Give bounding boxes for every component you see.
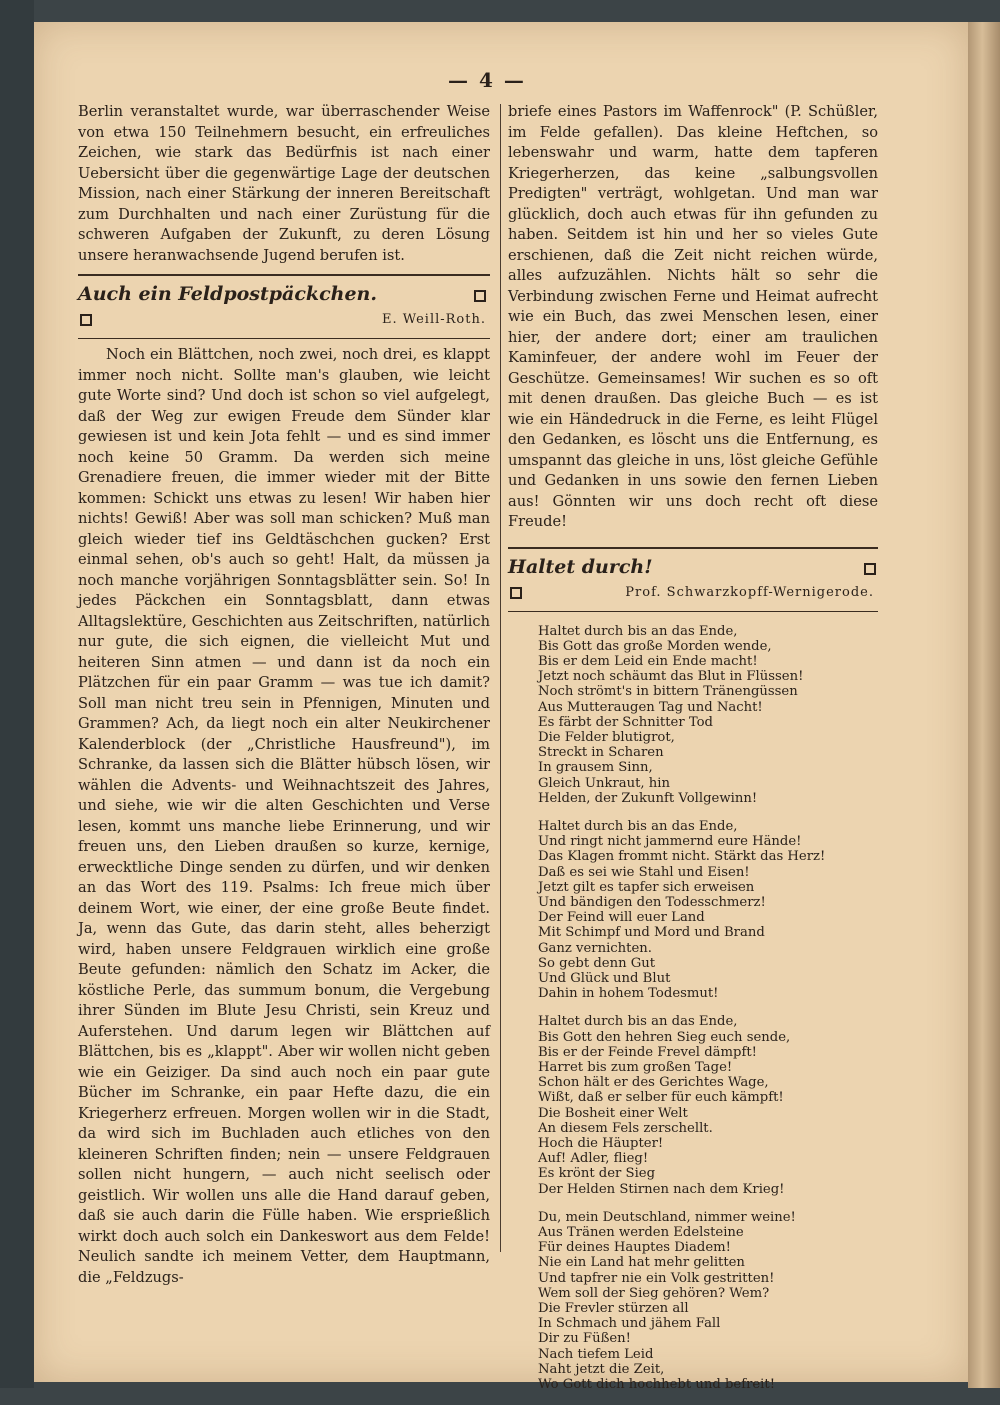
poem-line: Gleich Unkraut, hin xyxy=(538,775,670,791)
poem-line: Das Klagen frommt nicht. Stärkt das Herz! xyxy=(538,849,826,865)
poem-line: Hoch die Häupter! xyxy=(538,1136,664,1151)
ornament-box-icon xyxy=(510,587,522,599)
poem-line: Es färbt der Schnitter Tod xyxy=(538,714,713,730)
poem-stanza xyxy=(538,1210,878,1392)
page-number: — 4 — xyxy=(448,68,526,92)
poem-stanza xyxy=(538,1014,878,1196)
poem-line: Mit Schimpf und Mord und Brand xyxy=(538,925,765,941)
poem-line: Wo Gott dich hochhebt und befreit! xyxy=(538,1377,776,1393)
poem-line: Streckt in Scharen xyxy=(538,745,664,761)
poem-line: Bis Gott den hehren Sieg euch sende, xyxy=(538,1029,791,1045)
poem-line: Wißt, daß er selber für euch kämpft! xyxy=(538,1090,784,1106)
poem-line: Und tapfrer nie ein Volk gestritten! xyxy=(538,1270,775,1286)
article-body-right: briefe eines Pastors im Waffenrock" (P. Schüßler, im Felde gefallen). Das kleine Heftchen, so lebenswahr und warm, hatte dem tapferen Kriegerherzen, das keine „salbungsvollen Predigten" verträgt, wohlgetan. Und man war glücklich, doch auch etwas für ihn gefunden zu haben. Seitdem ist hin und her so vieles Gute erschienen, daß die Zeit nicht reichen würde, alles aufzuzählen. Nichts hält so sehr die Verbindung zwischen Ferne und Heimat aufrecht wie ein Buch, das zwei Menschen lesen, einer hier, der andere dort; einer am traulichen Kaminfeuer, der andere wohl im Feuer der Geschütze. Gemeinsames! Wir suchen es so oft mit denen draußen. Das gleiche Buch — es ist wie ein Händedruck in die Ferne, es leiht Flügel den Gedanken, es löscht uns die Entfernung, es umspannt das gleiche in uns, löst gleiche Gefühle und Gedanken in uns sowie den fernen Lieben aus! Gönnten wir uns doch recht oft diese Freude! xyxy=(508,103,878,530)
poem-line: Naht jetzt die Zeit, xyxy=(538,1361,665,1377)
ornament-box-icon xyxy=(80,314,92,326)
binding-board xyxy=(0,0,34,1388)
article-title: Auch ein Feldpostpäckchen. xyxy=(78,283,377,305)
poem-line: Der Helden Stirnen nach dem Krieg! xyxy=(538,1181,785,1197)
poem-line: Für deines Hauptes Diadem! xyxy=(538,1240,731,1256)
poem-line: Jetzt gilt es tapfer sich erweisen xyxy=(538,879,755,895)
column-divider xyxy=(500,104,501,1252)
poem-line: Bis er der Feinde Frevel dämpft! xyxy=(538,1044,757,1060)
poem-line: Es krönt der Sieg xyxy=(538,1166,656,1182)
left-column xyxy=(78,102,490,1288)
poem-heading xyxy=(508,555,878,581)
poem-author: Prof. Schwarzkopff-Wernigerode. xyxy=(625,584,874,600)
poem-line: Jetzt noch schäumt das Blut in Flüssen! xyxy=(538,669,804,685)
poem-byline xyxy=(508,581,878,603)
ornament-box-icon xyxy=(864,563,876,575)
poem-line: Die Frevler stürzen all xyxy=(538,1301,689,1317)
poem-line: Dir zu Füßen! xyxy=(538,1331,631,1347)
poem-line: Bis Gott das große Morden wende, xyxy=(538,638,772,654)
article-author: E. Weill-Roth. xyxy=(382,312,486,327)
poem-text xyxy=(538,624,878,1393)
poem-line: Wem soll der Sieg gehören? Wem? xyxy=(538,1285,770,1301)
article-body-left: Noch ein Blättchen, noch zwei, noch drei, es klappt immer noch nicht. Sollte man's glauben, wie leicht gute Worte sind? Und doch ist schon so viel aufgelegt, daß der Weg zur ewigen Freude dem Sünder klar gewiesen ist und kein Jota fehlt — und es sind immer noch keine 50 Gramm. Da werden sich meine Grenadiere freuen, die immer wieder mit der Bitte kommen: Schickt uns etwas zu lesen! Wir haben hier nichts! Gewiß! Aber was soll man schicken? Muß man gleich wieder tief ins Geldtäschchen gucken? Erst einmal sehen, ob's auch so geht! Halt, da müssen ja noch manche vorjährigen Sonntagsblätter sein. So! In jedes Päckchen ein Sonntagsblatt, dann etwas Alltagslektüre, Geschichten aus Zeitschriften, natürlich nur gute, die sich eignen, die vielleicht Mut und heiteren Sinn atmen — und dann ist da noch ein Plätzchen für ein paar Gramm — was tue ich damit? Soll man nicht treu sein in Pfennigen, Minuten und Grammen? Ach, da liegt noch ein alter Neukirchener Kalenderblock (der „Christliche Hausfreund"), im Schranke, da lassen sich die Blätter hübsch lösen, wir wählen die Advents- und Weihnachtszeit des Jahres, und siehe, wie wir die alten Geschichten und Verse lesen, kommt uns manche liebe Erinnerung, und wir freuen uns, den Lieben draußen so kurze, kernige, erwecktliche Dinge senden zu dürfen, und wir denken an das Wort des 119. Psalms: Ich freue mich über deinem Wort, wie einer, der eine große Beute findet. Ja, wenn das Gute, das darin steht, alles beherzigt wird, haben unsere Feldgrauen wirklich eine große Beute gefunden: nämlich den Schatz im Acker, die köstliche Perle, das summum bonum, die Vergebung ihrer Sünden im Blute Jesu Christi, sein Kreuz und Auferstehen. Und darum legen wir Blättchen auf Blättchen, bis es „klappt". Aber wir wollen nicht geben wie ein Geiziger. Da sind auch noch ein paar gute Bücher im Schranke, ein paar Hefte dazu, die ein Kriegerherz erfreuen. Morgen wollen wir in die Stadt, da wird sich im Buchladen auch etliches von den kleineren Schriften finden; nein — unsere Feldgrauen sollen nicht hungern, — auch nicht seelisch oder geistlich. Wir wollen uns alle die Hand darauf geben, daß sie auch darin die Fülle haben. Wie ersprießlich wirkt doch auch solch ein Dankeswort aus dem Felde! Neulich sandte ich meinem Vetter, dem Hauptmann, die „Feldzugs- xyxy=(78,346,490,1286)
right-column xyxy=(508,102,878,1405)
poem-line: Aus Tränen werden Edelsteine xyxy=(538,1225,744,1241)
poem-line: Haltet durch bis an das Ende, xyxy=(538,623,738,639)
poem-line: An diesem Fels zerschellt. xyxy=(538,1120,713,1136)
poem-line: Aus Mutteraugen Tag und Nacht! xyxy=(538,699,763,715)
article-heading xyxy=(78,282,490,308)
poem-line: Die Bosheit einer Welt xyxy=(538,1105,688,1121)
poem-line: Und bändigen den Todesschmerz! xyxy=(538,894,766,910)
poem-line: So gebt denn Gut xyxy=(538,955,656,971)
poem-line: Haltet durch bis an das Ende, xyxy=(538,1014,738,1030)
poem-line: Nie ein Land hat mehr gelitten xyxy=(538,1255,745,1271)
article-byline xyxy=(78,308,490,330)
poem-line: Daß es sei wie Stahl und Eisen! xyxy=(538,864,750,880)
ornament-box-icon xyxy=(474,290,486,302)
next-page-edge xyxy=(968,22,1000,1388)
intro-paragraph: Berlin veranstaltet wurde, war überraschender Weise von etwa 150 Teilnehmern besucht, ein erfreuliches Zeichen, wie stark das Bedürfnis ist nach einer Uebersicht über die gegenwärtige Lage der deutschen Mission, nach einer Stärkung der inneren Bereitschaft zum Durchhalten und nach einer Zurüstung für die schweren Aufgaben der Zukunft, zu deren Lösung unsere heranwachsende Jugend berufen ist. xyxy=(78,103,490,264)
poem-stanza xyxy=(538,819,878,1001)
poem-line: Haltet durch bis an das Ende, xyxy=(538,818,738,834)
poem-line: In grausem Sinn, xyxy=(538,760,653,776)
section-rule xyxy=(78,274,490,276)
byline-rule xyxy=(508,611,878,612)
poem-stanza xyxy=(538,624,878,806)
poem-line: Auf! Adler, flieg! xyxy=(538,1151,649,1167)
poem-line: Und Glück und Blut xyxy=(538,970,671,986)
poem-line: Harret bis zum großen Tage! xyxy=(538,1059,733,1075)
poem-line: Noch strömt's in bittern Tränengüssen xyxy=(538,684,798,700)
poem-line: Der Feind will euer Land xyxy=(538,910,705,926)
section-rule xyxy=(508,547,878,549)
byline-rule xyxy=(78,338,490,339)
poem-line: Schon hält er des Gerichtes Wage, xyxy=(538,1075,769,1091)
poem-line: Und ringt nicht jammernd eure Hände! xyxy=(538,834,802,850)
poem-line: In Schmach und jähem Fall xyxy=(538,1316,721,1332)
poem-line: Die Felder blutigrot, xyxy=(538,729,675,745)
poem-line: Bis er dem Leid ein Ende macht! xyxy=(538,653,758,669)
poem-line: Du, mein Deutschland, nimmer weine! xyxy=(538,1209,796,1225)
poem-line: Nach tiefem Leid xyxy=(538,1346,654,1362)
poem-line: Helden, der Zukunft Vollgewinn! xyxy=(538,790,758,806)
poem-line: Dahin in hohem Todesmut! xyxy=(538,986,719,1002)
poem-title: Haltet durch! xyxy=(508,555,653,578)
poem-line: Ganz vernichten. xyxy=(538,940,652,956)
